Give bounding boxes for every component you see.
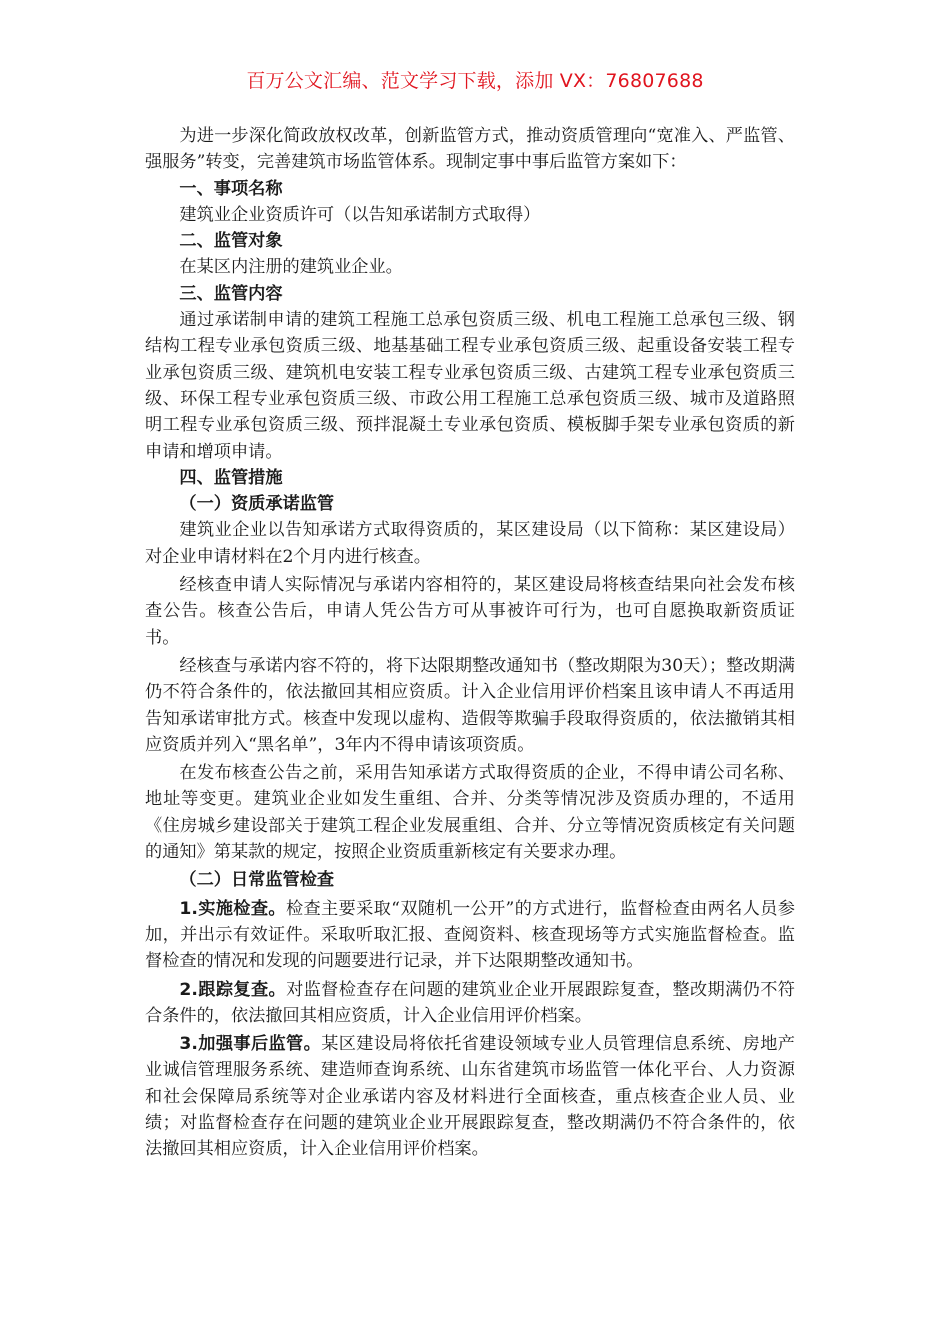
paragraph: 建筑业企业以告知承诺方式取得资质的，某区建设局（以下简称：某区建设局）对企业申请材料在2个月内进行核查。 [145, 520, 795, 567]
list-item-text: 检查主要采取“双随机一公开”的方式进行，监督检查由两名人员参加，并出示有效证件。采取听取汇报、查阅资料、核查现场等方式实施监督检查。监督检查的情况和发现的问题要进行记录，并下达限期整改通知书。 [145, 898, 795, 972]
subsection-heading-daily-inspection: （二）日常监管检查 [179, 870, 335, 891]
document-body [145, 123, 795, 1163]
list-item-lead: 2.跟踪复查。 [179, 979, 287, 1000]
paragraph: 经核查申请人实际情况与承诺内容相符的，某区建设局将核查结果向社会发布核查公告。核查公告后，申请人凭公告方可从事被许可行为，也可自愿换取新资质证书。 [145, 575, 795, 648]
section-heading-item-name: 一、事项名称 [179, 178, 283, 199]
paragraph: 在发布核查公告之前，采用告知承诺方式取得资质的企业，不得申请公司名称、地址等变更。建筑业企业如发生重组、合并、分类等情况涉及资质办理的，不适用《住房城乡建设部关于建筑工程企业发展重组、合并、分立等情况资质核定有关问题的通知》第某款的规定，按照企业资质重新核定有关要求办理。 [145, 763, 795, 863]
section-body-item-name: 建筑业企业资质许可（以告知承诺制方式取得） [179, 204, 541, 225]
watermark-banner: 百万公文汇编、范文学习下载，添加 VX：76807688 [246, 70, 704, 92]
list-item-text: 某区建设局将依托省建设领域专业人员管理信息系统、房地产业诚信管理服务系统、建造师查询系统、山东省建筑市场监管一体化平台、人力资源和社会保障局系统等对企业承诺内容及材料进行全面核查，重点核查企业人员、业绩；对监督检查存在问题的建筑业企业开展跟踪复查，整改期满仍不符合条件的，依法撤回其相应资质，计入企业信用评价档案。 [145, 1034, 795, 1160]
list-item [145, 1031, 795, 1162]
paragraph: 经核查与承诺内容不符的，将下达限期整改通知书（整改期限为30天）；整改期满仍不符合条件的，依法撤回其相应资质。计入企业信用评价档案且该申请人不再适用告知承诺审批方式。核查中发现以虚构、造假等欺骗手段取得资质的，依法撤销其相应资质并列入“黑名单”，3年内不得申请该项资质。 [145, 655, 795, 755]
section-body-supervision-target: 在某区内注册的建筑业企业。 [179, 257, 403, 278]
list-item-text: 对监督检查存在问题的建筑业企业开展跟踪复查，整改期满仍不符合条件的，依法撤回其相应资质，计入企业信用评价档案。 [145, 979, 795, 1026]
list-item-lead: 3.加强事后监管。 [179, 1034, 322, 1055]
list-item [145, 896, 795, 975]
section-heading-supervision-measures: 四、监管措施 [179, 467, 283, 488]
intro-paragraph: 为进一步深化简政放权改革，创新监管方式，推动资质管理向“宽准入、严监管、强服务”转变，完善建筑市场监管体系。现制定事中事后监管方案如下： [145, 126, 795, 173]
section-heading-supervision-target: 二、监管对象 [179, 231, 283, 252]
section-heading-supervision-content: 三、监管内容 [179, 283, 283, 304]
subsection-heading-qualification-commitment: （一）资质承诺监管 [179, 494, 335, 515]
list-item-lead: 1.实施检查。 [179, 898, 286, 919]
section-body-supervision-content: 通过承诺制申请的建筑工程施工总承包资质三级、机电工程施工总承包三级、钢结构工程专业承包资质三级、地基基础工程专业承包资质三级、起重设备安装工程专业承包资质三级、建筑机电安装工程专业承包资质三级、古建筑工程专业承包资质三级、环保工程专业承包资质三级、市政公用工程施工总承包资质三级、城市及道路照明工程专业承包资质三级、预拌混凝土专业承包资质、模板脚手架专业承包资质的新申请和增项申请。 [145, 310, 795, 462]
list-item [145, 977, 795, 1030]
